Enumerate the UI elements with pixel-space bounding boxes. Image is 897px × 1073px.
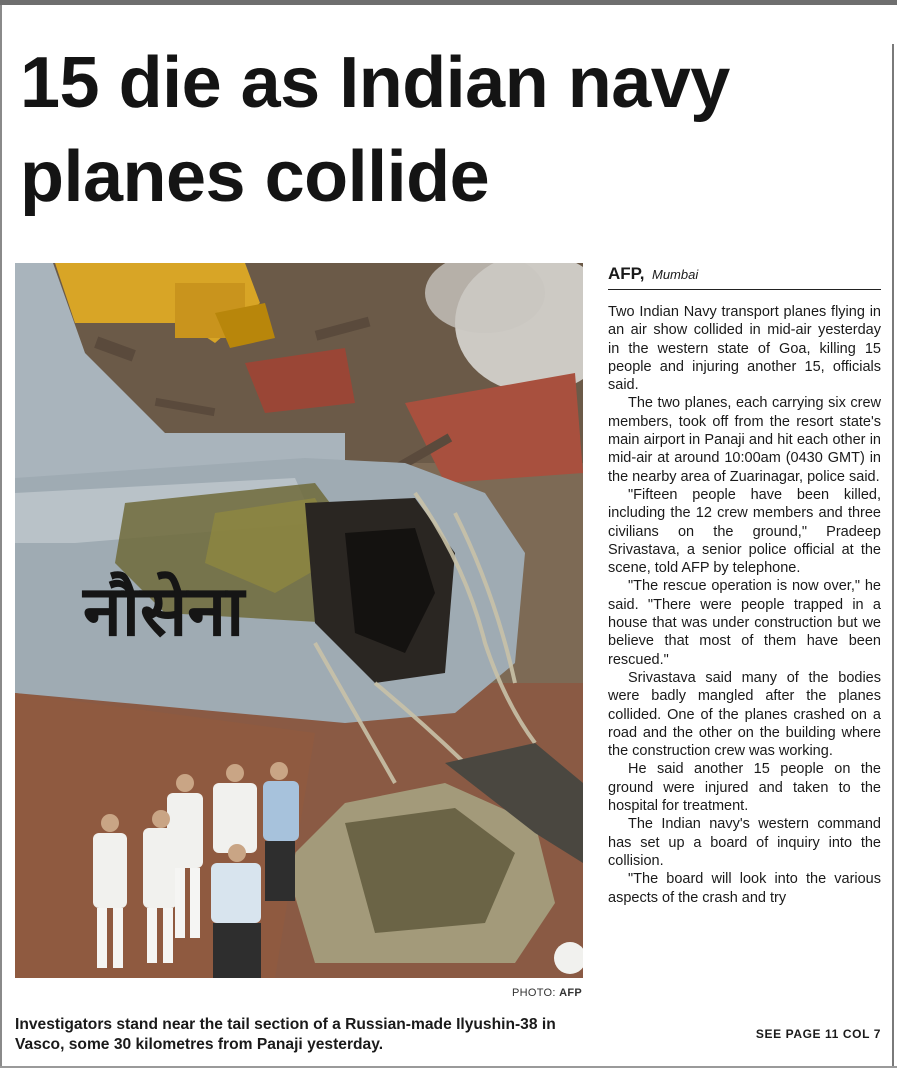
crash-scene-photo: [15, 263, 583, 978]
article-paragraph: The two planes, each carrying six crew members, took off from the resort state's main airport in Panaji and hit each other in mid-air at around 10:00am (0430 GMT) in the nearby area of Zuarinagar, police said.: [608, 395, 881, 485]
article-paragraph: The Indian navy's western command has set up a board of inquiry into the collision.: [608, 816, 881, 869]
byline-dateline: Mumbai: [652, 267, 699, 282]
news-photo: [15, 263, 583, 978]
left-rule: [0, 5, 2, 1067]
article-paragraph: He said another 15 people on the ground were injured and taken to the hospital for treatment.: [608, 761, 881, 815]
article-body: [608, 303, 881, 907]
headline: 15 die as Indian navy planes collide: [20, 43, 730, 217]
byline: [608, 264, 881, 290]
photo-credit-label: PHOTO:: [511, 987, 556, 999]
photo-caption: Investigators stand near the tail section of a Russian-made Ilyushin-38 in Vasco, some 30 kilometres from Panaji yesterday.: [15, 1016, 556, 1053]
bottom-rule: [0, 1066, 897, 1068]
article-paragraph: Srivastava said many of the bodies were badly mangled after the planes collided. One of the planes crashed on a road and the other on the building where the construction crew was working.: [608, 669, 881, 760]
right-rule: [892, 44, 894, 1067]
article-paragraph: Two Indian Navy transport planes flying in an air show collided in mid-air yesterday in the western state of Goa, killing 15 people and injuring another 15, officials said.: [608, 304, 881, 394]
article-paragraph: "The rescue operation is now over," he said. "There were people trapped in a house that was under construction but we believe that most of them have been rescued.": [608, 578, 881, 668]
fuselage-lettering: नौसेना: [83, 570, 245, 652]
photo-credit: [470, 987, 582, 999]
continuation-jump: SEE PAGE 11 COL 7: [755, 1027, 881, 1041]
photo-credit-source: AFP: [559, 987, 582, 999]
article-paragraph: "Fifteen people have been killed, including the 12 crew members and three civilians on the ground," Pradeep Srivastava, a senior police official at the scene, told AFP by telephone.: [608, 486, 881, 577]
article-paragraph: "The board will look into the various aspects of the crash and try: [608, 871, 881, 906]
top-rule: [0, 0, 897, 5]
byline-agency: AFP,: [608, 264, 645, 283]
